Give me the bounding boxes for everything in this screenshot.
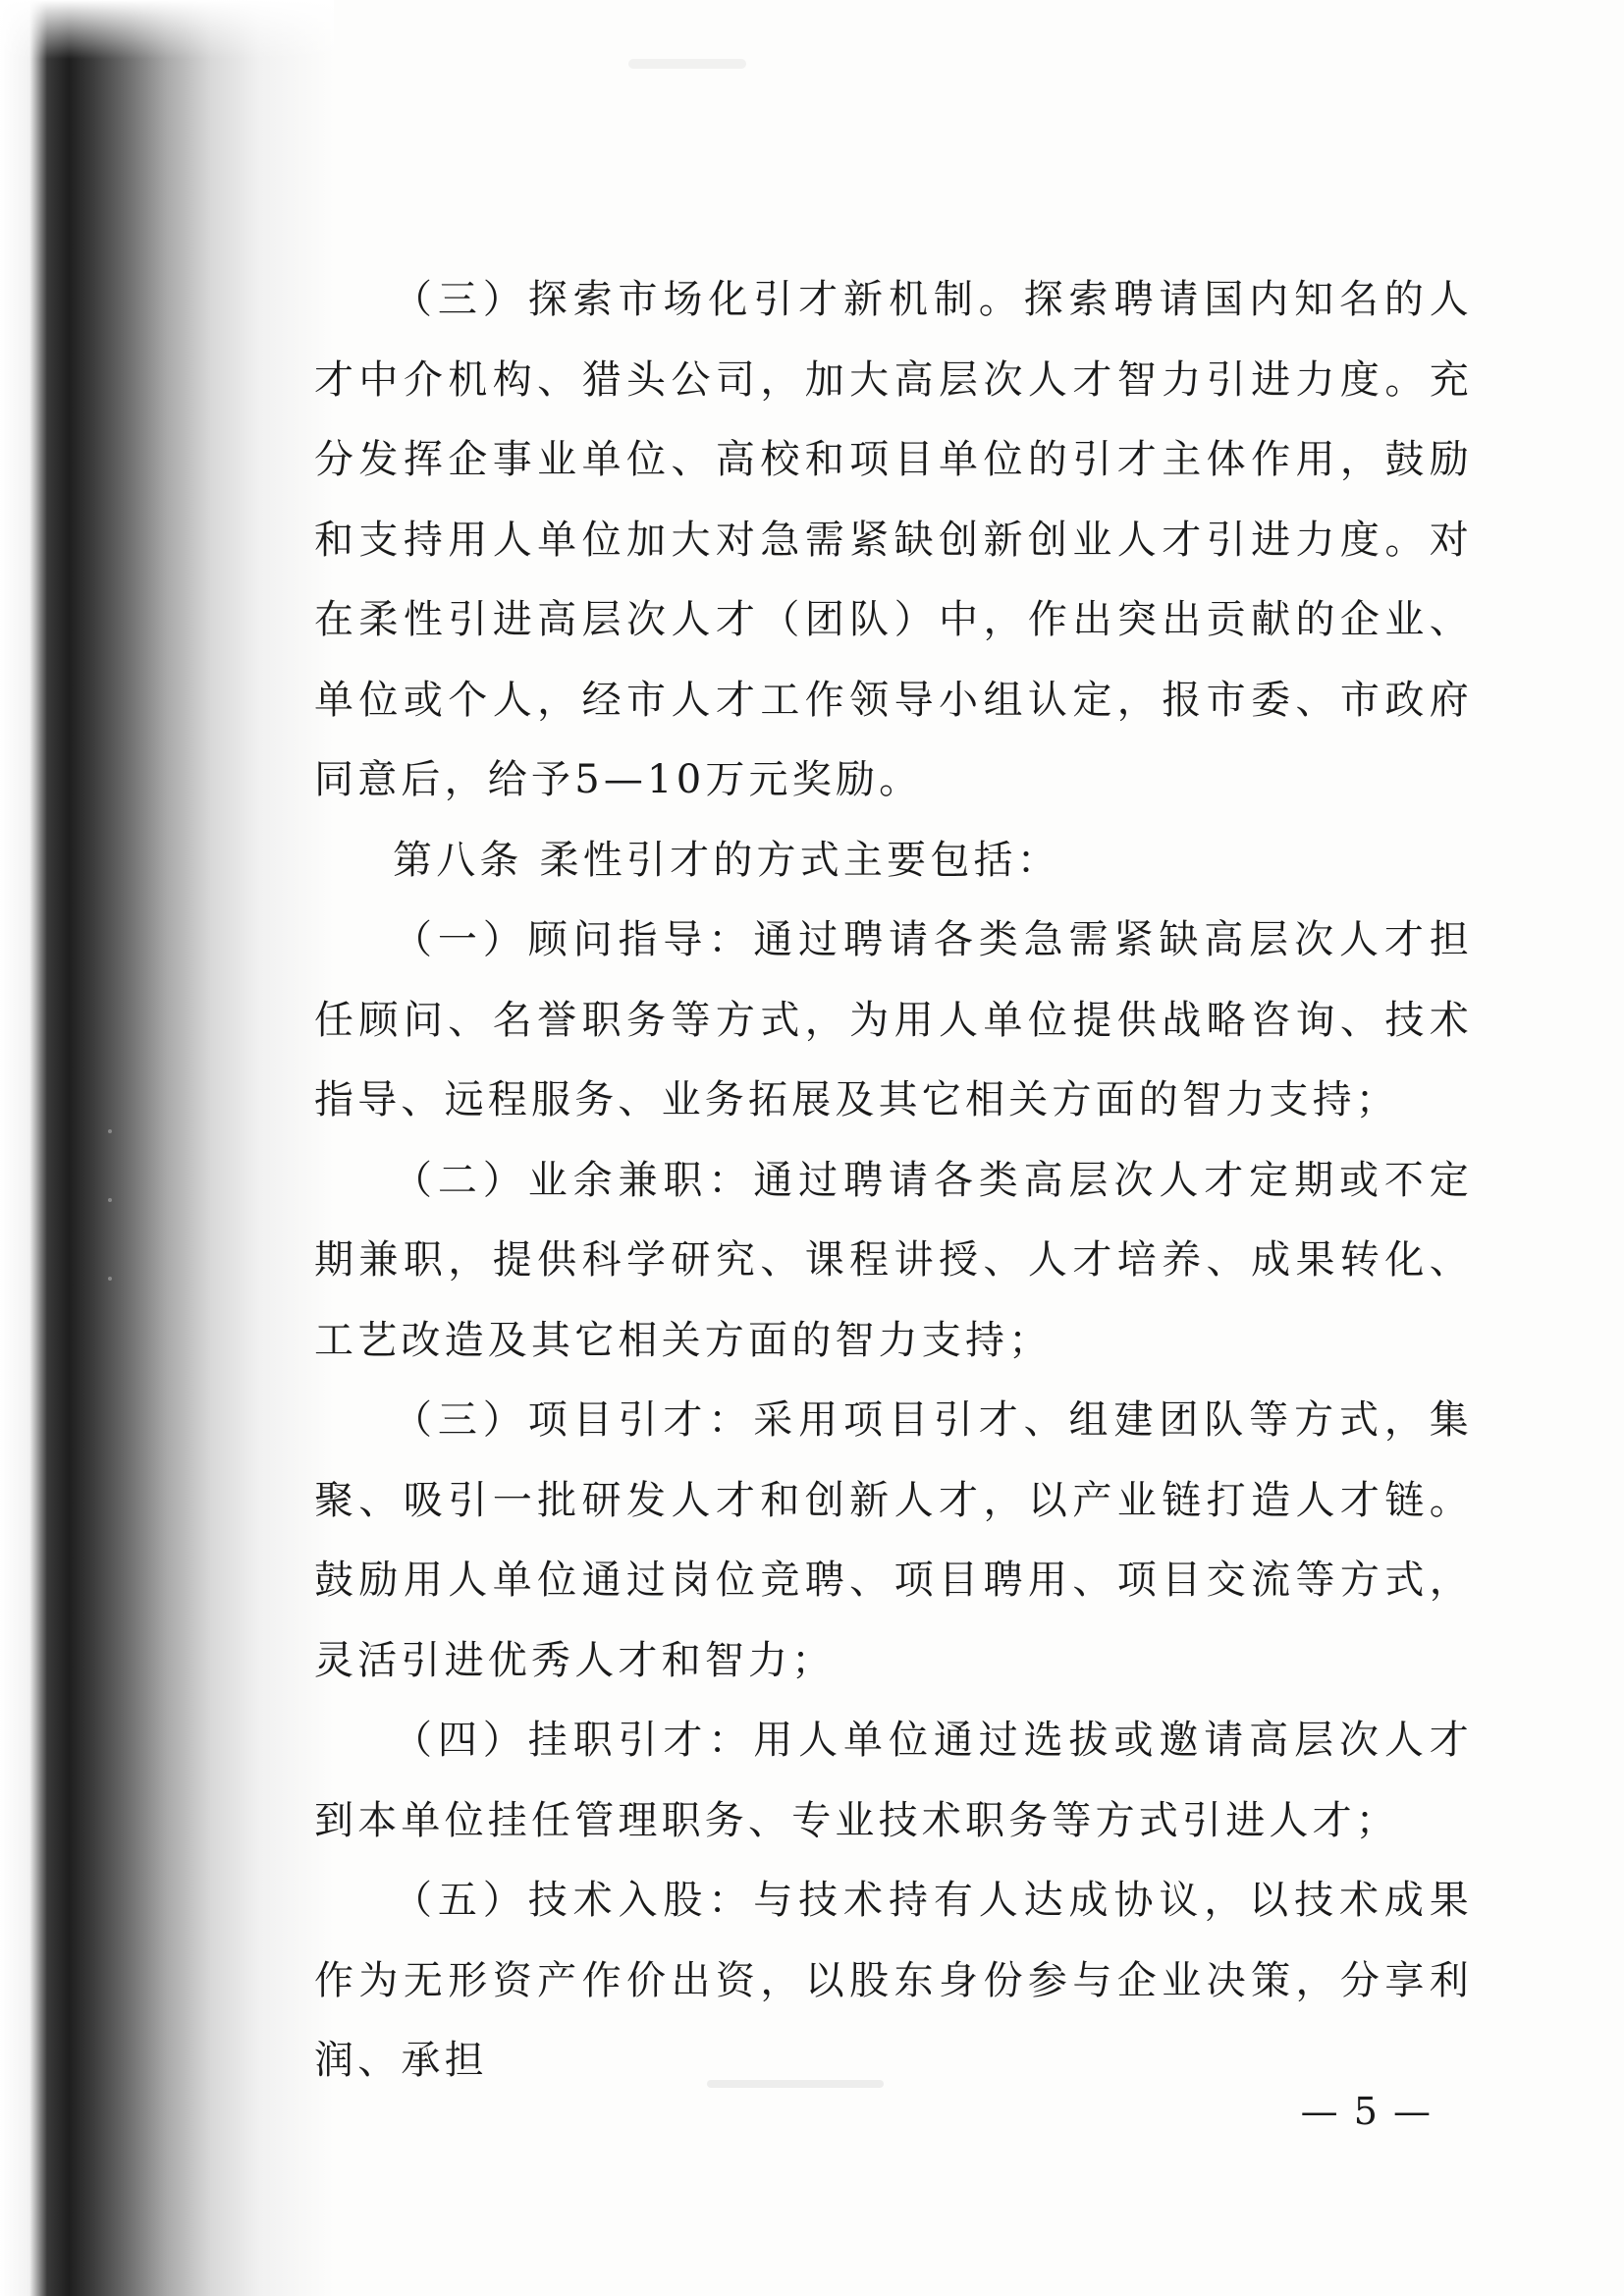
edge-marks [108, 1129, 118, 1286]
scan-smudge [628, 59, 746, 69]
scan-smudge-bottom [707, 2080, 884, 2088]
paragraph-secondment: （四）挂职引才：用人单位通过选拔或邀请高层次人才到本单位挂任管理职务、专业技术职务等方式引进人才； [314, 1718, 1473, 1843]
paragraph-technology-equity: （五）技术入股：与技术持有人达成协议，以技术成果作为无形资产作价出资，以股东身份参与企业决策，分享利润、承担 [314, 1878, 1473, 2083]
document-body [314, 260, 1473, 2102]
page-number: — 5 — [1300, 2090, 1433, 2133]
article-8-heading: 第八条 柔性引才的方式主要包括： [393, 837, 1060, 883]
binding-shadow-top [0, 0, 334, 59]
binding-shadow [0, 0, 334, 2296]
paragraph-part-time: （二）业余兼职：通过聘请各类高层次人才定期或不定期兼职，提供科学研究、课程讲授、人才培养、成果转化、工艺改造及其它相关方面的智力支持； [314, 1157, 1473, 1363]
paragraph-consulting-guidance: （一）顾问指导：通过聘请各类急需紧缺高层次人才担任顾问、名誉职务等方式，为用人单位提供战略咨询、技术指导、远程服务、业务拓展及其它相关方面的智力支持； [314, 917, 1473, 1122]
paragraph-recruitment-mechanism: （三）探索市场化引才新机制。探索聘请国内知名的人才中介机构、猎头公司，加大高层次人才智力引进力度。充分发挥企事业单位、高校和项目单位的引才主体作用，鼓励和支持用人单位加大对急需紧缺创新创业人才引进力度。对在柔性引进高层次人才（团队）中，作出突出贡献的企业、单位或个人，经市人才工作领导小组认定，报市委、市政府同意后，给予5—10万元奖励。 [314, 277, 1473, 802]
paragraph-project-recruitment: （三）项目引才：采用项目引才、组建团队等方式，集聚、吸引一批研发人才和创新人才，以产业链打造人才链。鼓励用人单位通过岗位竞聘、项目聘用、项目交流等方式，灵活引进优秀人才和智力； [314, 1397, 1473, 1683]
